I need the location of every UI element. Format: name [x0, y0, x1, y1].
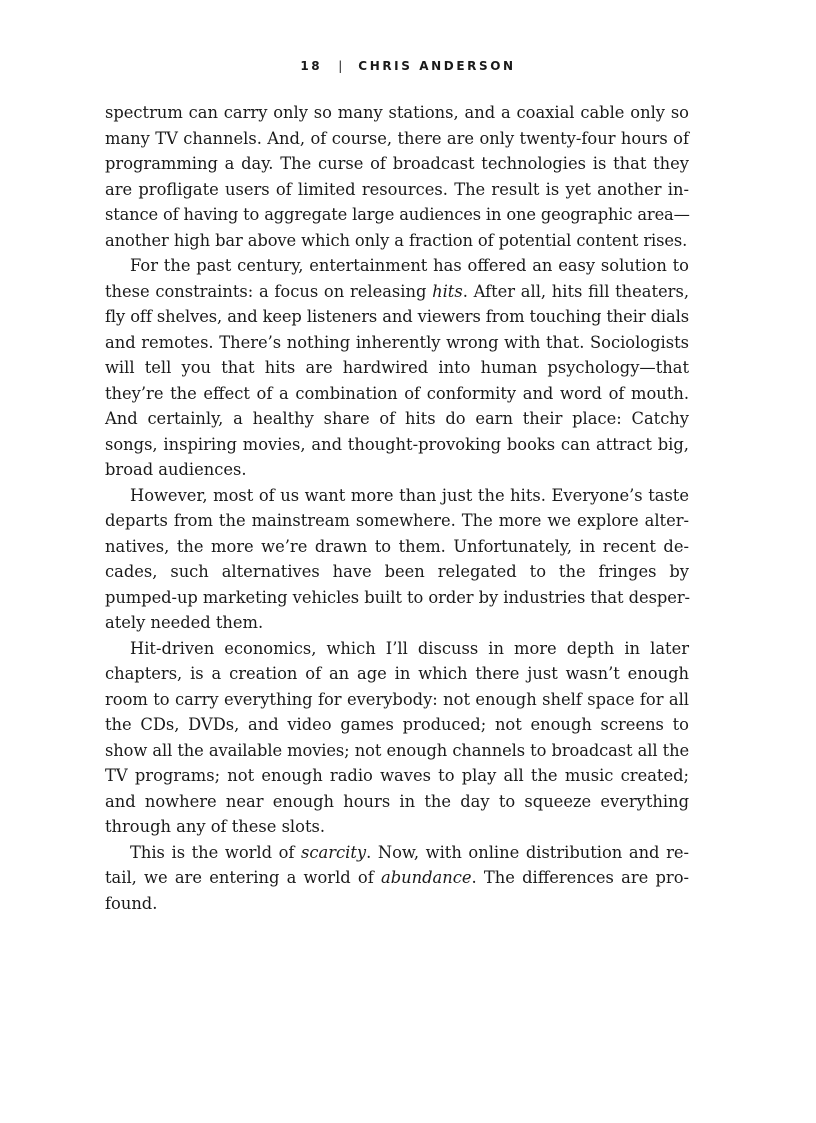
text-line: they’re the effect of a combination of conformity and word of mouth.	[105, 383, 689, 403]
emphasis-hits: hits	[432, 281, 463, 301]
text-line: departs from the mainstream somewhere. The more we explore alter-	[105, 511, 689, 530]
text-line: chapters, is a creation of an age in which there just wasn’t enough	[105, 664, 689, 683]
text-line: will tell you that hits are hardwired into human psychology—that	[105, 358, 689, 377]
text-line: For the past century, entertainment has offered an easy solution to	[130, 256, 689, 275]
text-line: cades, such alternatives have been relegated to the fringes by	[105, 562, 689, 581]
header-separator: |	[338, 59, 343, 73]
text-line: spectrum can carry only so many stations, and a coaxial cable only so	[105, 103, 689, 122]
text-run: . The differences are pro-	[471, 868, 689, 887]
text-run: This is the world of	[130, 842, 302, 862]
emphasis-scarcity: scarcity	[301, 842, 367, 862]
text-run: . Now, with online distribution and re-	[366, 842, 689, 862]
text-line: the CDs, DVDs, and video games produced; not enough screens to	[105, 715, 689, 734]
text-line: and remotes. There’s nothing inherently wrong with that. Sociologists	[105, 332, 689, 352]
text-line: and nowhere near enough hours in the day to squeeze everything	[105, 791, 689, 811]
running-head	[0, 57, 816, 75]
text-run: tail, we are entering a world of	[105, 868, 381, 887]
page-number: 18	[300, 59, 323, 73]
text-line: TV programs; not enough radio waves to play all the music created;	[105, 766, 689, 785]
text-line: However, most of us want more than just the hits. Everyone’s taste	[130, 485, 689, 505]
author-name: CHRIS ANDERSON	[358, 59, 516, 73]
text-line: many TV channels. And, of course, there are only twenty-four hours of	[105, 128, 689, 148]
text-line: Hit-driven economics, which I’ll discuss in more depth in later	[130, 638, 689, 658]
text-line: are profligate users of limited resources. The result is yet another in-	[105, 179, 689, 199]
text-line: pumped-up marketing vehicles built to order by industries that desper-	[105, 587, 691, 607]
text-line: stance of having to aggregate large audiences in one geographic area—	[105, 205, 690, 224]
text-run: . After all, hits fill theaters,	[462, 281, 689, 301]
text-line: And certainly, a healthy share of hits do earn their place: Catchy	[105, 409, 689, 428]
text-line: fly off shelves, and keep listeners and viewers from touching their dials	[105, 307, 689, 326]
text-line: natives, the more we’re drawn to them. Unfortunately, in recent de-	[105, 536, 689, 556]
text-line: another high bar above which only a fraction of potential content rises.	[105, 230, 688, 250]
text-line: found.	[105, 893, 158, 913]
body-text	[105, 100, 689, 916]
text-line: room to carry everything for everybody: not enough shelf space for all	[105, 689, 689, 709]
emphasis-abundance: abundance	[380, 868, 472, 887]
text-line: ately needed them.	[105, 613, 264, 632]
text-run: these constraints: a focus on releasing	[105, 281, 433, 301]
text-line	[105, 279, 689, 305]
text-line	[105, 865, 689, 891]
text-line: show all the available movies; not enough channels to broadcast all the	[105, 740, 689, 760]
text-line: broad audiences.	[105, 460, 247, 479]
text-line: songs, inspiring movies, and thought-provoking books can attract big,	[105, 434, 689, 454]
text-line: programming a day. The curse of broadcast technologies is that they	[105, 154, 689, 173]
text-line	[105, 840, 689, 866]
text-line: through any of these slots.	[105, 817, 326, 836]
